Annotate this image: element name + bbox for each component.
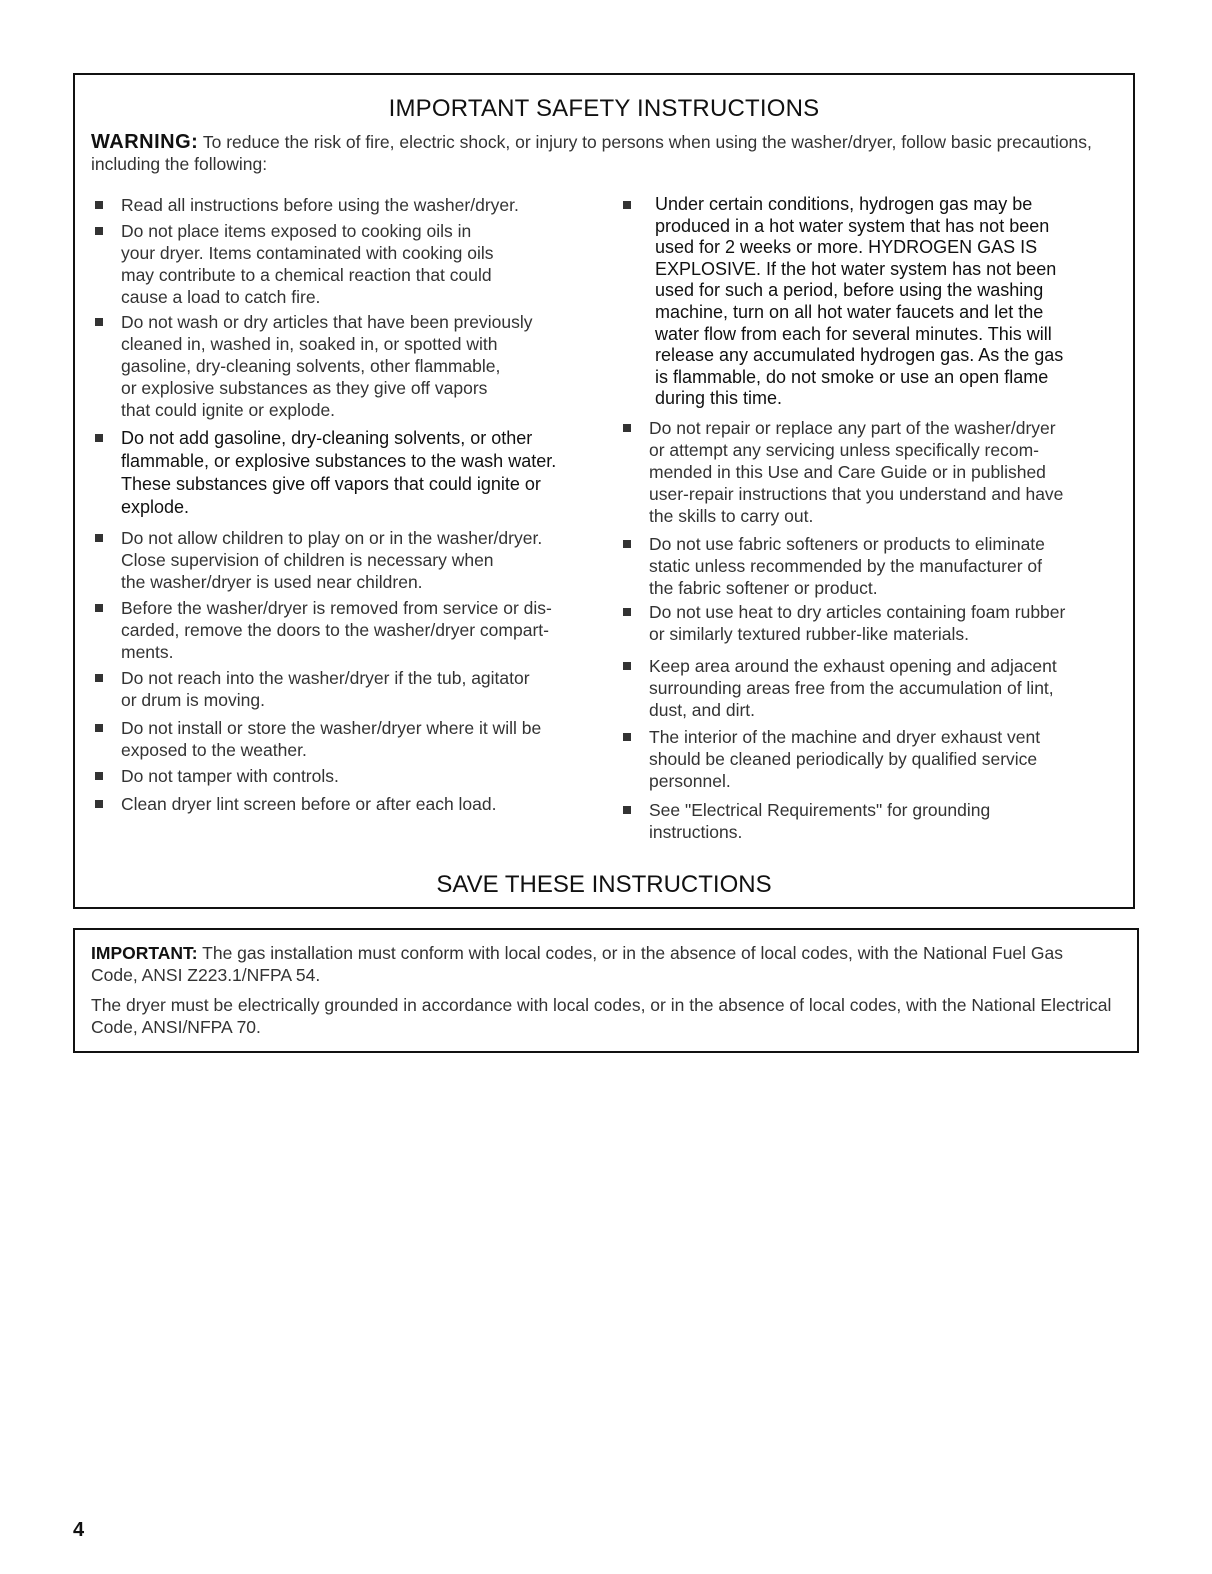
list-item-text: Do not allow children to play on or in the washer/dryer. Close supervision of children is necessary when the washer/dryer is used near children. — [121, 528, 543, 592]
bullet-icon — [95, 772, 103, 780]
list-item — [623, 726, 1131, 792]
warning-label: WARNING: — [91, 131, 199, 153]
list-item-text: Do not use heat to dry articles containing foam rubber or similarly textured rubber-like materials. — [649, 602, 1066, 644]
important-paragraph-gas — [91, 942, 1113, 986]
list-item-text: Before the washer/dryer is removed from service or dis- carded, remove the doors to the washer/dryer compart- ments. — [121, 598, 552, 662]
list-item — [623, 417, 1131, 527]
list-item-text: See "Electrical Requirements" for grounding instructions. — [649, 800, 991, 842]
bullet-icon — [623, 608, 631, 616]
list-item — [623, 194, 1131, 414]
list-item-text: Under certain conditions, hydrogen gas may be produced in a hot water system that has not been used for 2 weeks or more. HYDROGEN GAS IS EXPLOSIVE. If the hot water system has not been used for such a period, before using the washing machine, turn on all hot water faucets and let the water flow from each for several minutes. This will release any accumulated hydrogen gas. As the gas is flammable, do not smoke or use an open flame during this time. — [655, 194, 1064, 409]
list-item — [623, 533, 1131, 599]
bullet-icon — [623, 806, 631, 814]
list-item — [623, 655, 1131, 721]
list-item — [623, 601, 1131, 645]
bullet-icon — [95, 201, 103, 209]
list-item-text: The interior of the machine and dryer exhaust vent should be cleaned periodically by qualified service personnel. — [649, 727, 1041, 791]
list-item — [95, 597, 625, 663]
list-item-text: Do not use fabric softeners or products to eliminate static unless recommended by the manufacturer of the fabric softener or product. — [649, 534, 1045, 598]
warning-paragraph — [91, 131, 1105, 175]
bullet-icon — [95, 318, 103, 326]
bullet-icon — [623, 424, 631, 432]
bullet-icon — [623, 201, 631, 209]
important-text-gas: The gas installation must conform with local codes, or in the absence of local codes, with the National Fuel Gas Code, ANSI Z223.1/NFPA 54. — [91, 943, 1064, 985]
list-item — [95, 311, 625, 421]
bullet-icon — [95, 534, 103, 542]
list-item-text: Do not repair or replace any part of the washer/dryer or attempt any servicing unless specifically recom- mended in this Use and Care Guide or in published user-repair instructions that you understand and have the skills to carry out. — [649, 418, 1064, 526]
bullet-icon — [95, 227, 103, 235]
list-item — [95, 194, 625, 216]
list-item — [95, 667, 625, 711]
list-item-text: Read all instructions before using the washer/dryer. — [121, 195, 519, 215]
important-notice-box — [73, 928, 1139, 1053]
important-paragraph-electrical: The dryer must be electrically grounded in accordance with local codes, or in the absence of local codes, with the National Electrical Code, ANSI/NFPA 70. — [91, 995, 1112, 1037]
bullet-icon — [623, 540, 631, 548]
bullet-icon — [95, 800, 103, 808]
list-item — [623, 799, 1131, 843]
bullet-icon — [623, 662, 631, 670]
list-item — [95, 220, 625, 308]
list-item — [95, 765, 625, 787]
list-item-text: Do not wash or dry articles that have been previously cleaned in, washed in, soaked in, or spotted with gasoline, dry-cleaning solvents, other flammable, or explosive substances as they give off vapors that could ignite or explode. — [121, 312, 533, 420]
bullet-icon — [95, 604, 103, 612]
bullet-icon — [95, 724, 103, 732]
list-item — [95, 527, 625, 593]
list-item-text: Do not place items exposed to cooking oils in your dryer. Items contaminated with cooking oils may contribute to a chemical reaction that could cause a load to catch fire. — [121, 221, 494, 307]
important-label: IMPORTANT: — [91, 943, 198, 963]
list-item-text: Do not tamper with controls. — [121, 766, 339, 786]
page-number: 4 — [73, 1519, 85, 1541]
safety-title: IMPORTANT SAFETY INSTRUCTIONS — [388, 95, 820, 122]
warning-text: To reduce the risk of fire, electric shock, or injury to persons when using the washer/dryer, follow basic precautions, including the following: — [91, 132, 1092, 174]
list-item-text: Keep area around the exhaust opening and adjacent surrounding areas free from the accumulation of lint, dust, and dirt. — [649, 656, 1057, 720]
bullet-icon — [623, 733, 631, 741]
list-item — [95, 427, 625, 519]
list-item — [95, 717, 625, 761]
bullet-icon — [95, 434, 103, 442]
bullet-icon — [95, 674, 103, 682]
list-item — [95, 793, 625, 815]
list-item-text: Clean dryer lint screen before or after each load. — [121, 794, 497, 814]
safety-instructions-box — [73, 73, 1135, 909]
save-instructions-title: SAVE THESE INSTRUCTIONS — [436, 871, 772, 898]
list-item-text: Do not install or store the washer/dryer where it will be exposed to the weather. — [121, 718, 542, 760]
list-item-text: Do not add gasoline, dry-cleaning solvents, or other flammable, or explosive substances to the wash water. These substances give off vapors that could ignite or explode. — [121, 428, 557, 517]
list-item-text: Do not reach into the washer/dryer if the tub, agitator or drum is moving. — [121, 668, 530, 710]
